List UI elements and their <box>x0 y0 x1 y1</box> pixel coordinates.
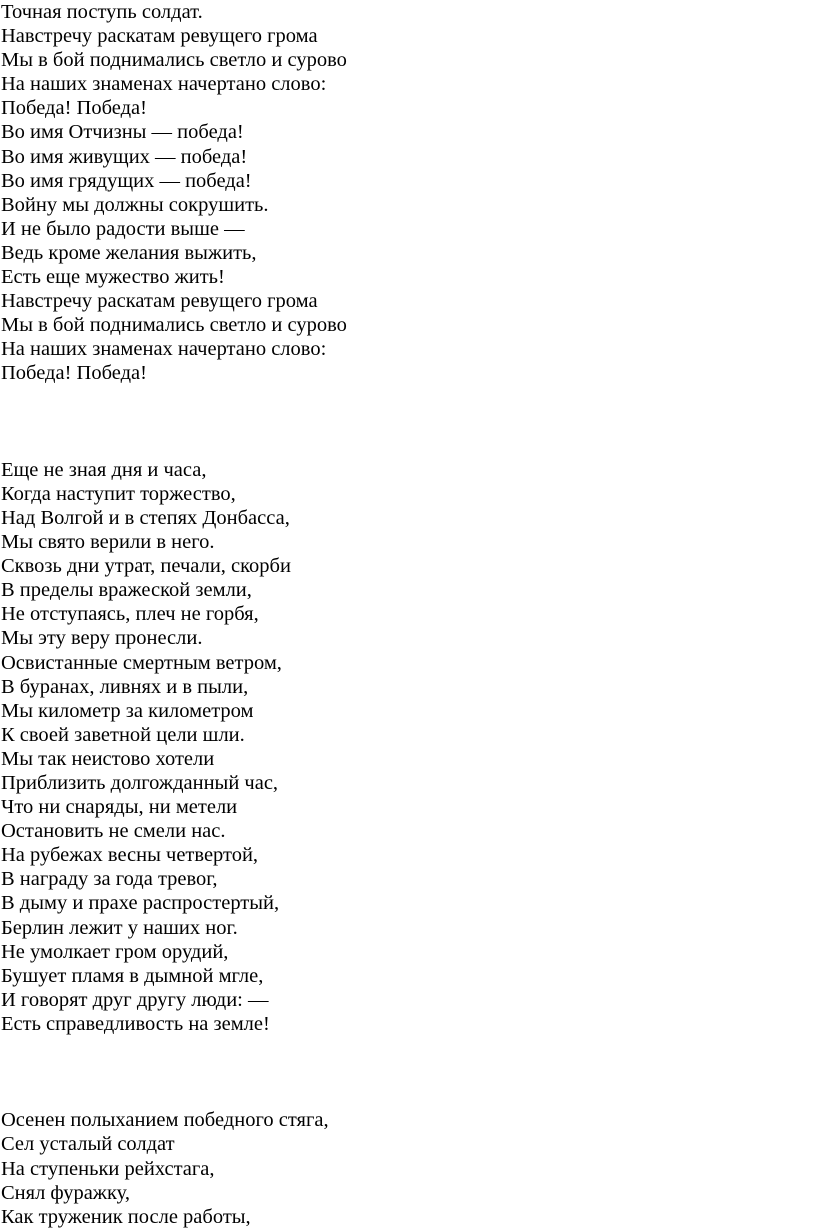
poem-line: Мы в бой поднимались светло и сурово <box>1 314 347 337</box>
poem-line: Точная поступь солдат. <box>1 1 203 23</box>
poem-line: В награду за года тревог, <box>1 868 218 891</box>
poem-line: Мы так неистово хотели <box>1 747 215 770</box>
poem-line: Во имя живущих — победа! <box>1 145 248 168</box>
stanza-spacer <box>1 386 816 458</box>
stanza-3 <box>1 1108 816 1228</box>
poem-line: Сел усталый солдат <box>1 1133 175 1156</box>
poem-line: Мы в бой поднимались светло и сурово <box>1 49 347 72</box>
poem-line: Сквозь дни утрат, печали, скорби <box>1 555 291 578</box>
poem-line: Что ни снаряды, ни метели <box>1 796 238 819</box>
poem-line: Остановить не смели нас. <box>1 820 226 843</box>
poem-line: В буранах, ливнях и в пыли, <box>1 675 249 698</box>
poem-line: На наших знаменах начертано слово: <box>1 338 327 361</box>
poem-line: Ведь кроме желания выжить, <box>1 241 257 264</box>
poem-line: И не было радости выше — <box>1 217 245 240</box>
poem-line: Навстречу раскатам ревущего грома <box>1 25 318 48</box>
poem-line: Мы эту веру пронесли. <box>1 627 203 650</box>
stanza-1 <box>1 0 816 386</box>
poem-line: Еще не зная дня и часа, <box>1 458 207 481</box>
poem-line: Не отступаясь, плеч не горбя, <box>1 603 259 626</box>
poem-line: Навстречу раскатам ревущего грома <box>1 290 318 313</box>
poem-line: На рубежах весны четвертой, <box>1 844 259 867</box>
poem-line: Войну мы должны сокрушить. <box>1 193 269 216</box>
poem-line: Во имя Отчизны — победа! <box>1 121 244 144</box>
poem-line: Бушует пламя в дымной мгле, <box>1 964 264 987</box>
poem-line: Осенен полыханием победного стяга, <box>1 1109 329 1132</box>
poem-line: На ступеньки рейхстага, <box>1 1157 215 1180</box>
poem-line: На наших знаменах начертано слово: <box>1 73 327 96</box>
poem-line: Есть справедливость на земле! <box>1 1012 270 1035</box>
poem-line: К своей заветной цели шли. <box>1 723 245 746</box>
poem-line: Над Волгой и в степях Донбасса, <box>1 506 290 529</box>
stanza-2 <box>1 458 816 1036</box>
poem-line: Мы свято верили в него. <box>1 531 215 554</box>
stanza-spacer <box>1 1036 816 1108</box>
poem-line: Как труженик после работы, <box>1 1205 251 1228</box>
poem-line: В дыму и прахе распростертый, <box>1 892 280 915</box>
poem-line: Победа! Победа! <box>1 97 147 120</box>
poem-line: И говорят друг другу люди: — <box>1 988 269 1011</box>
poem-line: Снял фуражку, <box>1 1181 130 1204</box>
poem-line: Когда наступит торжество, <box>1 482 236 505</box>
poem-line: Не умолкает гром орудий, <box>1 940 229 963</box>
poem-line: Победа! Победа! <box>1 362 147 385</box>
poem-line: Освистанные смертным ветром, <box>1 651 282 674</box>
poem-line: Есть еще мужество жить! <box>1 266 225 289</box>
poem-line: Приблизить долгожданный час, <box>1 772 279 795</box>
poem-line: В пределы вражеской земли, <box>1 579 252 602</box>
poem-line: Мы километр за километром <box>1 699 254 722</box>
poem-line: Во имя грядущих — победа! <box>1 169 252 192</box>
poem-line: Берлин лежит у наших ног. <box>1 916 238 939</box>
